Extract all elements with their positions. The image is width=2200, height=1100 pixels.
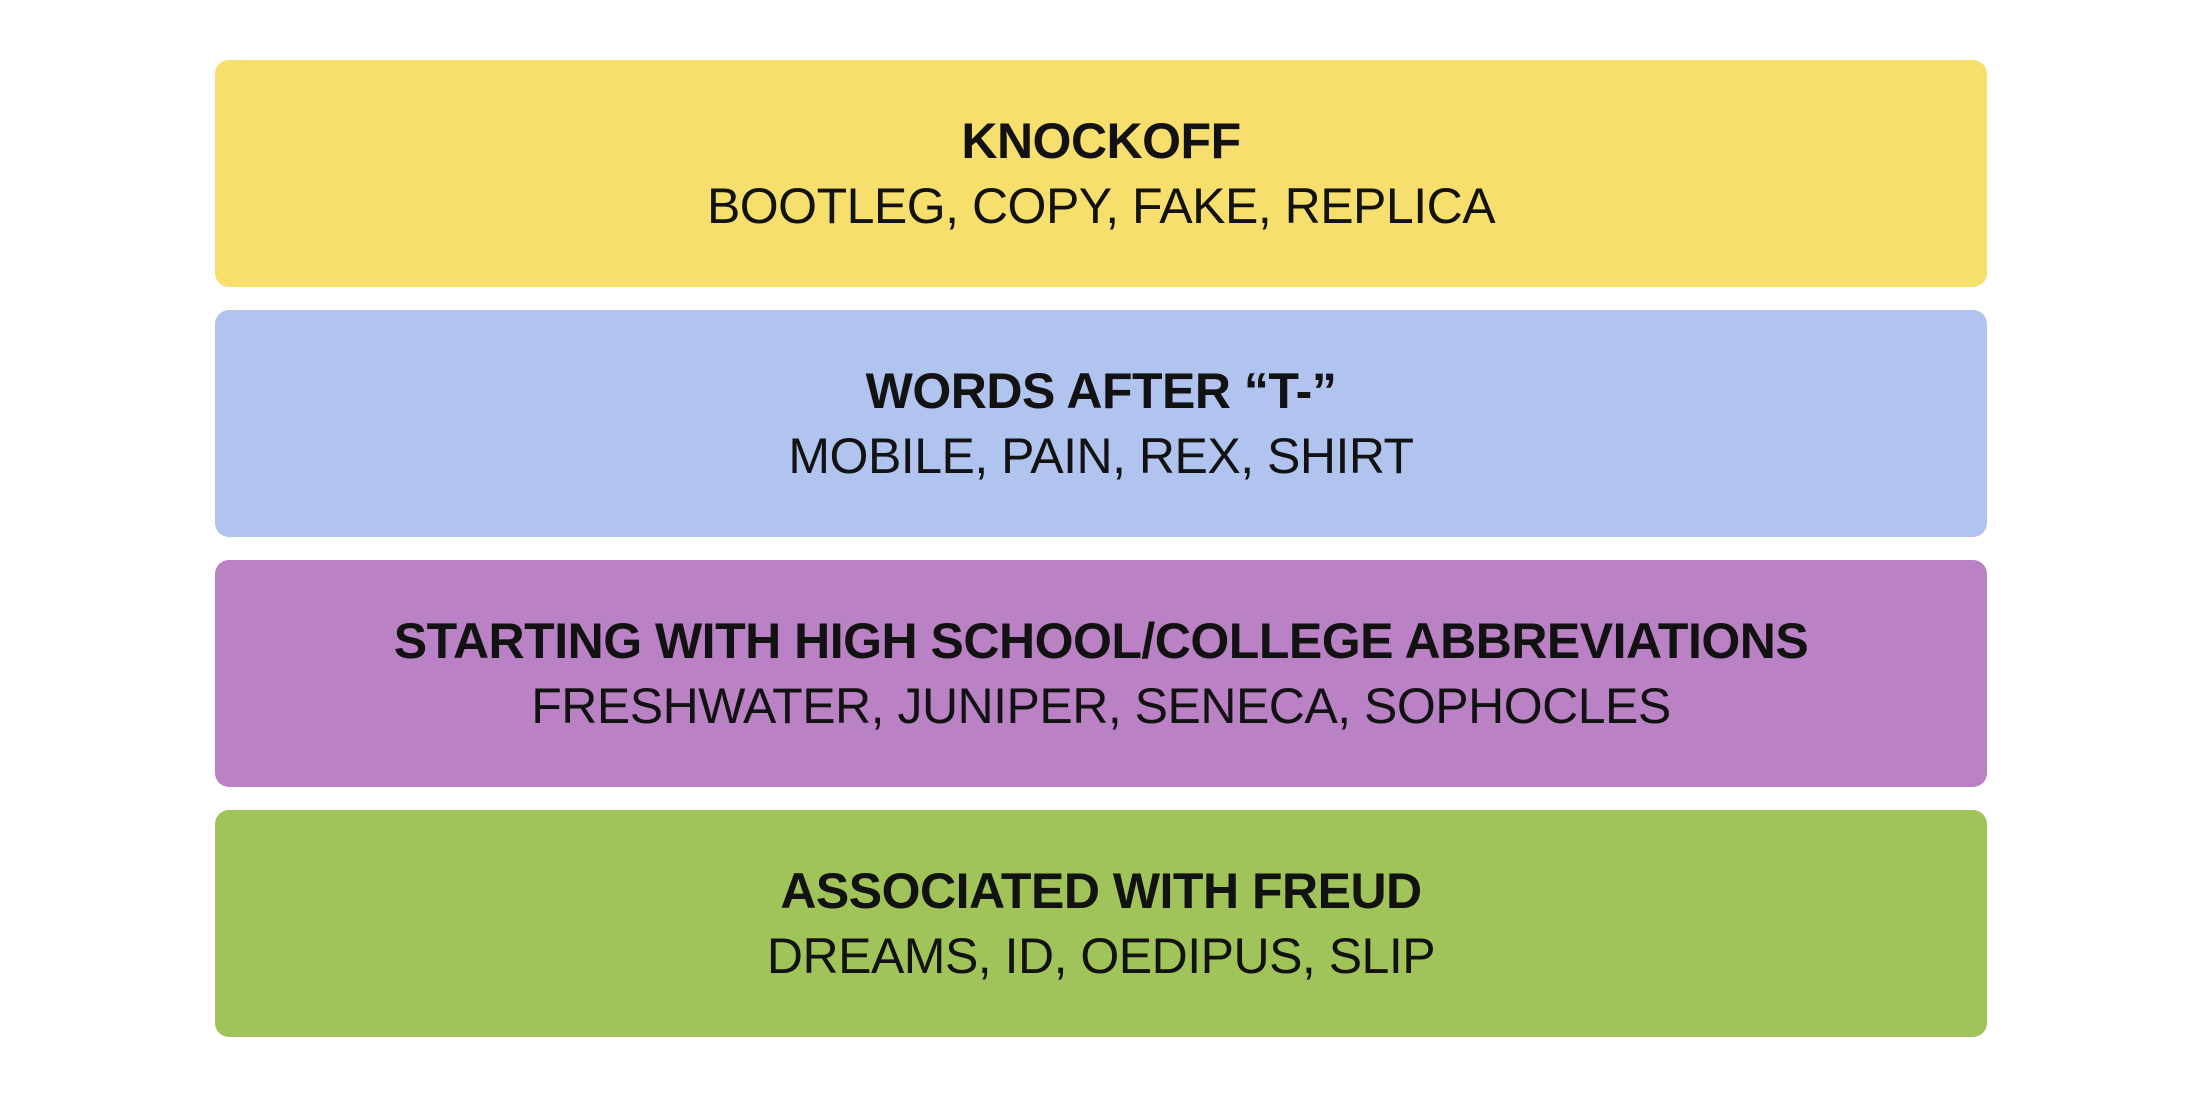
solved-group-purple bbox=[215, 560, 1987, 787]
group-member-words: FRESHWATER, JUNIPER, SENECA, SOPHOCLES bbox=[531, 677, 1671, 734]
group-member-words: BOOTLEG, COPY, FAKE, REPLICA bbox=[706, 177, 1496, 234]
group-member-words: MOBILE, PAIN, REX, SHIRT bbox=[788, 427, 1414, 484]
group-member-words: DREAMS, ID, OEDIPUS, SLIP bbox=[766, 927, 1436, 984]
solved-groups-board bbox=[215, 60, 1987, 1060]
group-category-title: WORDS AFTER “T-” bbox=[865, 362, 1337, 419]
group-category-title: KNOCKOFF bbox=[961, 112, 1241, 169]
group-category-title: ASSOCIATED WITH FREUD bbox=[780, 862, 1422, 919]
solved-group-green bbox=[215, 810, 1987, 1037]
group-category-title: STARTING WITH HIGH SCHOOL/COLLEGE ABBREVIATIONS bbox=[393, 612, 1809, 669]
solved-group-yellow bbox=[215, 60, 1987, 287]
solved-group-blue bbox=[215, 310, 1987, 537]
